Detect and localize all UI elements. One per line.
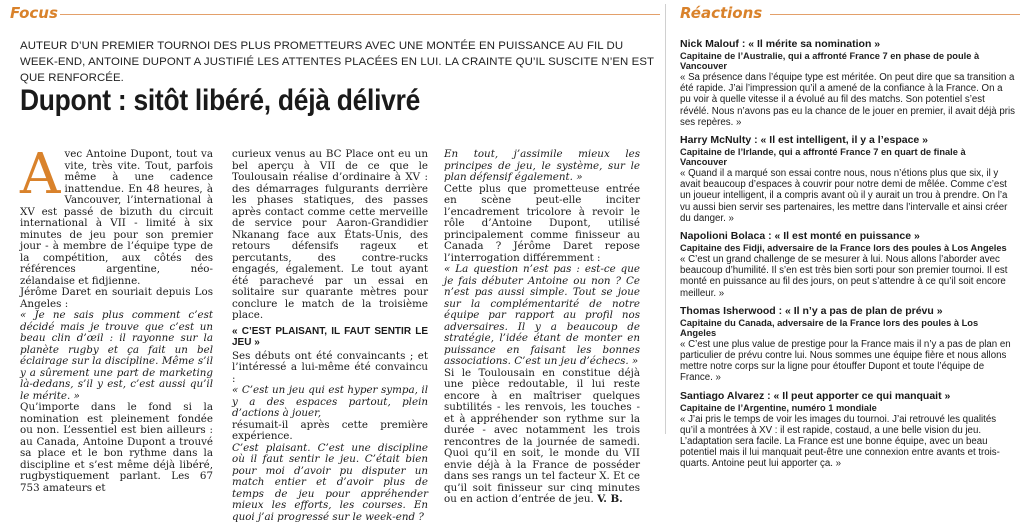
reaction-item — [680, 38, 1015, 128]
reactions-sidebar — [680, 38, 1015, 476]
article-paragraph-text: Si le Toulousain en constitue déjà une pièce redoutable, il lui reste encore à en maîtriser quelques subtilités - les renvois, les touches - et à appréhender son rythme sur la durée - avec notamment les trois rencontres de la journée de samedi. Quoi qu’il en soit, le monde du VII envie déjà à la France de posséder dans ses rangs un tel facteur X. Et ce qu’il soit finisseur sur cinq minutes ou en action d’entrée de jeu. — [444, 367, 640, 506]
section-rule — [60, 14, 660, 15]
article-paragraph: Qu’importe dans le fond si la nomination est pleinement fondée ou non. L’essentiel est bien ailleurs : au Canada, Antoine Dupont a trouvé sa place et le bon rythme dans la discipline et s’est même déjà libéré, rugbystiquement parlant. Les 67 753 amateurs et — [20, 402, 213, 494]
article-quote: « C’est un jeu qui est hyper sympa, il y a des espaces partout, plein d’actions à jouer, — [232, 385, 428, 420]
reaction-body: « J’ai pris le temps de voir les images du tournoi. J’ai retrouvé les qualités qu’il a montrées à XV : il est rapide, costaud, a une belle vision du jeu. L’adaptation sera facile. La France est une bonne équipe, avec un beau potentiel mais il lui manquait peut-être une connexion entre avants et trois-quarts. Antoine peut lui apporter ça. » — [680, 414, 1015, 470]
article-paragraph: Cette plus que prometteuse entrée en scène peut-elle inciter l’encadrement tricolore à revoir le rôle d’Antoine Dupont, utilisé principalement comme finisseur au Canada ? Jérôme Daret repose l’interrogation différemment : — [444, 184, 640, 265]
reaction-title: Nick Malouf : « Il mérite sa nomination » — [680, 38, 1015, 50]
reaction-caption: Capitaine des Fidji, adversaire de la France lors des poules à Los Angeles — [680, 243, 1015, 253]
article-quote: « La question n’est pas : est-ce que je fais débuter Antoine ou non ? Ce n’est pas aussi simple. Tout se joue sur la complémentarité de notre équipe par rapport au profil nos adversaires. Il y a beaucoup de stratégie, l’idée étant de monter en puissance en faisant les bonnes associations. C’est un jeu d’échecs. » — [444, 264, 640, 368]
article-quote: C’est plaisant. C’est une discipline où il faut sentir le jeu. C’était bien pour moi d’avoir pu disputer un match entier et d’avoir plus de temps de jeu pour appréhender mieux les efforts, les courses. En quoi j’ai progressé sur le week-end ? — [232, 443, 428, 523]
reaction-title: Harry McNulty : « Il est intelligent, il y a l’espace » — [680, 134, 1015, 146]
article-column-3 — [444, 149, 640, 506]
reaction-item — [680, 390, 1015, 470]
article-headline: Dupont : sitôt libéré, déjà délivré — [20, 84, 583, 118]
article-paragraph: curieux venus au BC Place ont eu un bel aperçu à VII de ce que le Toulousain réalise d’ordinaire à XV : des démarrages fulgurants derrière les phases statiques, des passes après contact comme cette merveille de service pour Aaron-Grandidier Nkanang face aux États-Unis, des retours défensifs rageux et percutants, des contre-rucks engagés, également. Le tout ayant été parachevé par un essai en solitaire sur quarante mètres pour conclure le match de la troisième place. — [232, 149, 428, 322]
section-rule — [770, 14, 1020, 15]
article-paragraph: vec Antoine Dupont, tout va vite, très vite. Tout, parfois même à une cadence inattendue. En 48 heures, à Vancouver, l’international à XV est passé de bizuth du circuit international à VII - limité à six minutes de jeu pour son premier jour - à membre de l’équipe type de la compétition, aux côtés des références argentine, néo-zélandaise et fidjienne. — [20, 149, 213, 287]
section-kicker-reactions: Réactions — [680, 4, 762, 22]
article-chapeau: AUTEUR D’UN PREMIER TOURNOI DES PLUS PROMETTEURS AVEC UNE MONTÉE EN PUISSANCE AU FIL DU WEEK-END, ANTOINE DUPONT A JUSTIFIÉ LES ATTENTES PLACÉES EN LUI. LA CRAINTE QU’IL SUSCITE N’EN EST QUE RENFORCÉE. — [20, 38, 660, 86]
reaction-caption: Capitaine du Canada, adversaire de la France lors des poules à Los Angeles — [680, 318, 1015, 338]
article-interheading: « C’EST PLAISANT, IL FAUT SENTIR LE JEU » — [232, 326, 428, 349]
reaction-body: « Sa présence dans l’équipe type est méritée. On peut dire que sa transition a été rapide. J’ai l’impression qu’il a amené de la confiance à la France. On a pu voir à quelle vitesse il a évolué au fil des matchs. Son potentiel s’est révélé. Nous n’avons pas eu la chance de le jouer en premier, il avait déjà pris ses repères. » — [680, 72, 1015, 128]
author-signature: V. B. — [597, 493, 623, 505]
drop-cap: A — [20, 151, 60, 199]
column-divider — [665, 4, 666, 434]
article-quote: « Je ne sais plus comment c’est décidé mais je trouve que c’est un beau clin d’œil : il rayonne sur la planète rugby et ça fait un bel éclairage sur la discipline. Même s’il y a sûrement une part de marketing là-dedans, s’il y est, c’est aussi qu’il le mérite. » — [20, 310, 213, 402]
article-column-2 — [232, 149, 428, 523]
section-kicker-focus: Focus — [10, 4, 58, 22]
reaction-title: Santiago Alvarez : « Il peut apporter ce qui manquait » — [680, 390, 1015, 402]
reaction-caption: Capitaine de l’Australie, qui a affronté France 7 en phase de poule à Vancouver — [680, 51, 1015, 71]
reaction-item — [680, 305, 1015, 384]
article-column-1 — [20, 149, 213, 494]
reaction-body: « Quand il a marqué son essai contre nous, nous n’étions plus que six, il y avait beaucoup d’espaces à couvrir pour notre demi de mêlée. Comme c’est un joueur intelligent, il a compris avant où il y aurait un trou à prendre. On l’a vu aussi bien servir ses partenaires, les mettre dans l’intervalle et ainsi créer du danger. » — [680, 168, 1015, 224]
reaction-body: « C’est un grand challenge de se mesurer à lui. Nous allons l’aborder avec beaucoup d’humilité. Il s’en est très bien sorti pour son premier tournoi. Il est monté en puissance au fil des jours, on peut s’attendre à ce qu’il soit encore meilleur. » — [680, 254, 1015, 299]
article-quote: En tout, j’assimile mieux les principes de jeu, le système, sur le plan défensif également. » — [444, 149, 640, 184]
reaction-title: Thomas Isherwood : « Il n’y a pas de plan de prévu » — [680, 305, 1015, 317]
reaction-caption: Capitaine de l’Irlande, qui a affronté France 7 en quart de finale à Vancouver — [680, 147, 1015, 167]
reaction-title: Napolioni Bolaca : « Il est monté en puissance » — [680, 230, 1015, 242]
article-paragraph: résumait-il après cette première expérience. — [232, 420, 428, 443]
reaction-caption: Capitaine de l’Argentine, numéro 1 mondiale — [680, 403, 1015, 413]
article-paragraph: Ses débuts ont été convaincants ; et l’intéressé a lui-même été convaincu : — [232, 351, 428, 386]
reaction-body: « C’est une plus value de prestige pour la France mais il n’y a pas de plan en particulier de prévu contre lui. Nous sommes une équipe fière et nous allons mettre notre corps sur la ligne pour étouffer Dupont et toute l’équipe de France. » — [680, 339, 1015, 384]
reaction-item — [680, 230, 1015, 299]
article-paragraph: Jérôme Daret en souriait depuis Los Angeles : — [20, 287, 213, 310]
reaction-item — [680, 134, 1015, 224]
